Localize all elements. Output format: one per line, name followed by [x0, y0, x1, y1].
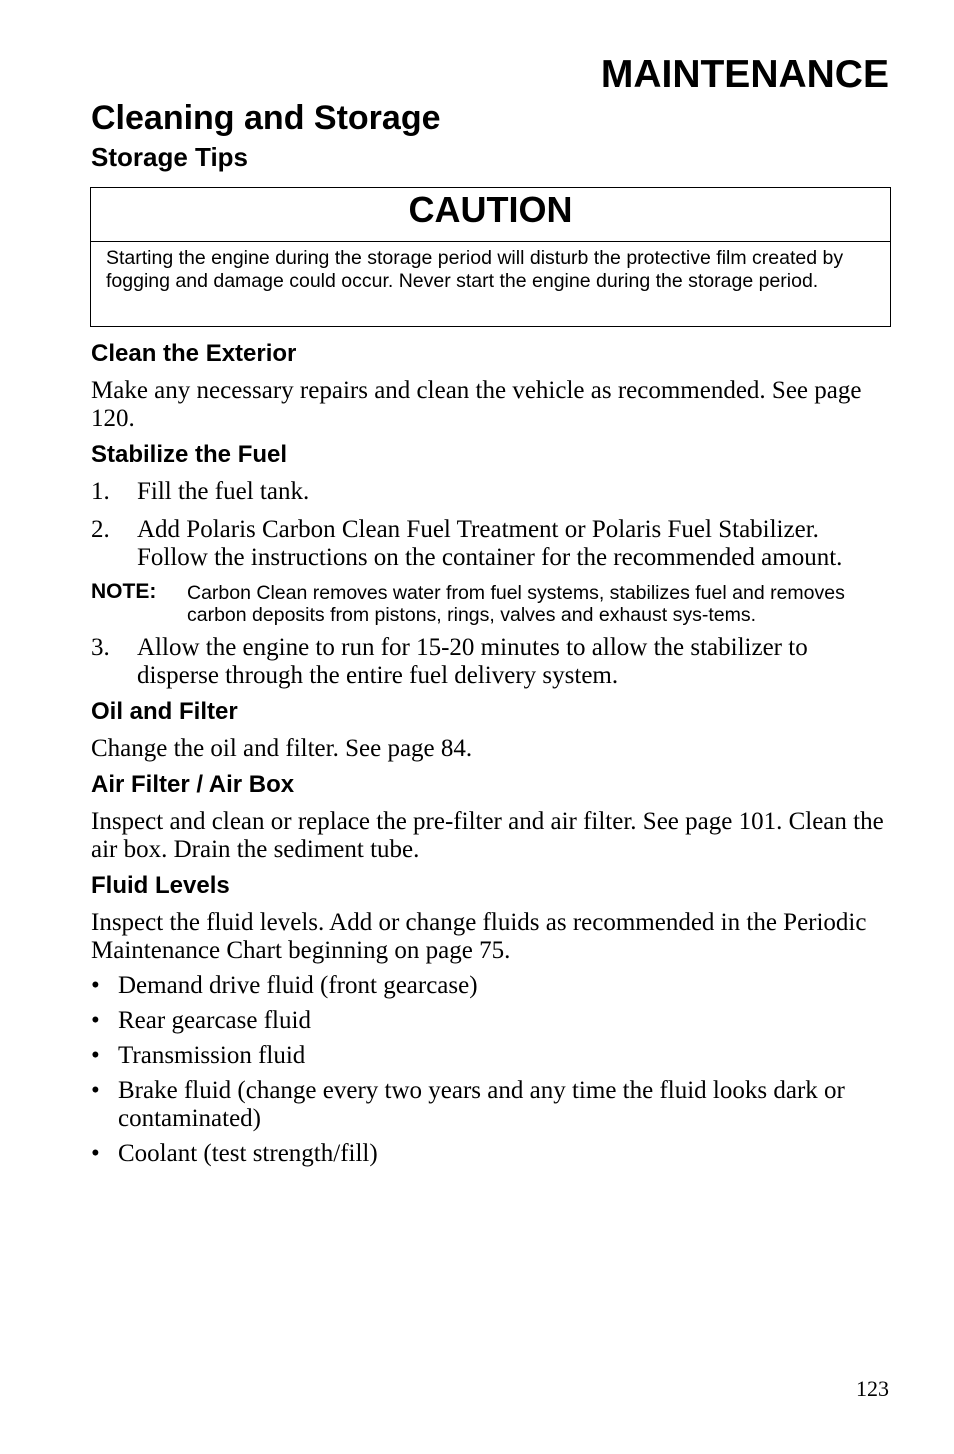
bullet-icon: • — [91, 972, 100, 999]
list-item-text: Brake fluid (change every two years and any time the fluid looks dark or contaminated) — [118, 1077, 845, 1132]
stabilize-fuel-heading: Stabilize the Fuel — [91, 441, 288, 468]
note-block — [91, 580, 891, 626]
chapter-title: MAINTENANCE — [600, 53, 889, 96]
step-number: 1. — [91, 478, 110, 505]
list-item-step-2 — [91, 516, 891, 572]
bullet-icon: • — [91, 1077, 100, 1104]
bullet-icon: • — [91, 1140, 100, 1167]
caution-box — [90, 187, 891, 327]
list-item — [91, 1140, 891, 1168]
caution-text: Starting the engine during the storage period will disturb the protective film created by fogging and damage could occur. Never start the engine during the storage period. — [106, 247, 844, 292]
main-content — [91, 338, 891, 1168]
clean-exterior-text: Make any necessary repairs and clean the vehicle as recommended. See page 120. — [91, 377, 862, 432]
fluid-levels-text: Inspect the fluid levels. Add or change fluids as recommended in the Periodic Maintenance Chart beginning on page 75. — [91, 909, 867, 964]
clean-exterior-heading: Clean the Exterior — [91, 340, 297, 367]
subsection-title: Storage Tips — [91, 142, 249, 172]
step-text: Fill the fuel tank. — [137, 478, 310, 505]
list-item — [91, 1007, 891, 1035]
list-item — [91, 1042, 891, 1070]
list-item-step-3 — [91, 634, 891, 690]
list-item-step-1 — [91, 478, 891, 506]
oil-filter-heading: Oil and Filter — [91, 698, 238, 725]
note-label: NOTE: — [91, 580, 157, 603]
note-text: Carbon Clean removes water from fuel systems, stabilizes fuel and removes carbon deposits from pistons, rings, valves and exhaust sys-tems. — [187, 582, 845, 626]
list-item — [91, 972, 891, 1000]
step-number: 3. — [91, 634, 110, 661]
list-item-text: Demand drive fluid (front gearcase) — [118, 972, 478, 999]
page-number: 123 — [856, 1376, 889, 1401]
list-item-text: Transmission fluid — [118, 1042, 306, 1069]
bullet-icon: • — [91, 1042, 100, 1069]
air-filter-text: Inspect and clean or replace the pre-filter and air filter. See page 101. Clean the air box. Drain the sediment tube. — [91, 808, 884, 863]
list-item-text: Coolant (test strength/fill) — [118, 1140, 378, 1167]
step-text: Add Polaris Carbon Clean Fuel Treatment or Polaris Fuel Stabilizer. Follow the instructions on the container for the recommended amount. — [137, 516, 843, 571]
air-filter-heading: Air Filter / Air Box — [91, 771, 295, 798]
step-text: Allow the engine to run for 15-20 minutes to allow the stabilizer to disperse through the entire fuel delivery system. — [137, 634, 808, 689]
fluid-levels-heading: Fluid Levels — [91, 872, 230, 899]
list-item-text: Rear gearcase fluid — [118, 1007, 311, 1034]
list-item — [91, 1077, 891, 1133]
caution-heading: CAUTION — [91, 188, 890, 242]
bullet-icon: • — [91, 1007, 100, 1034]
step-number: 2. — [91, 516, 110, 543]
oil-filter-text: Change the oil and filter. See page 84. — [91, 735, 473, 762]
section-title: Cleaning and Storage — [91, 99, 441, 137]
